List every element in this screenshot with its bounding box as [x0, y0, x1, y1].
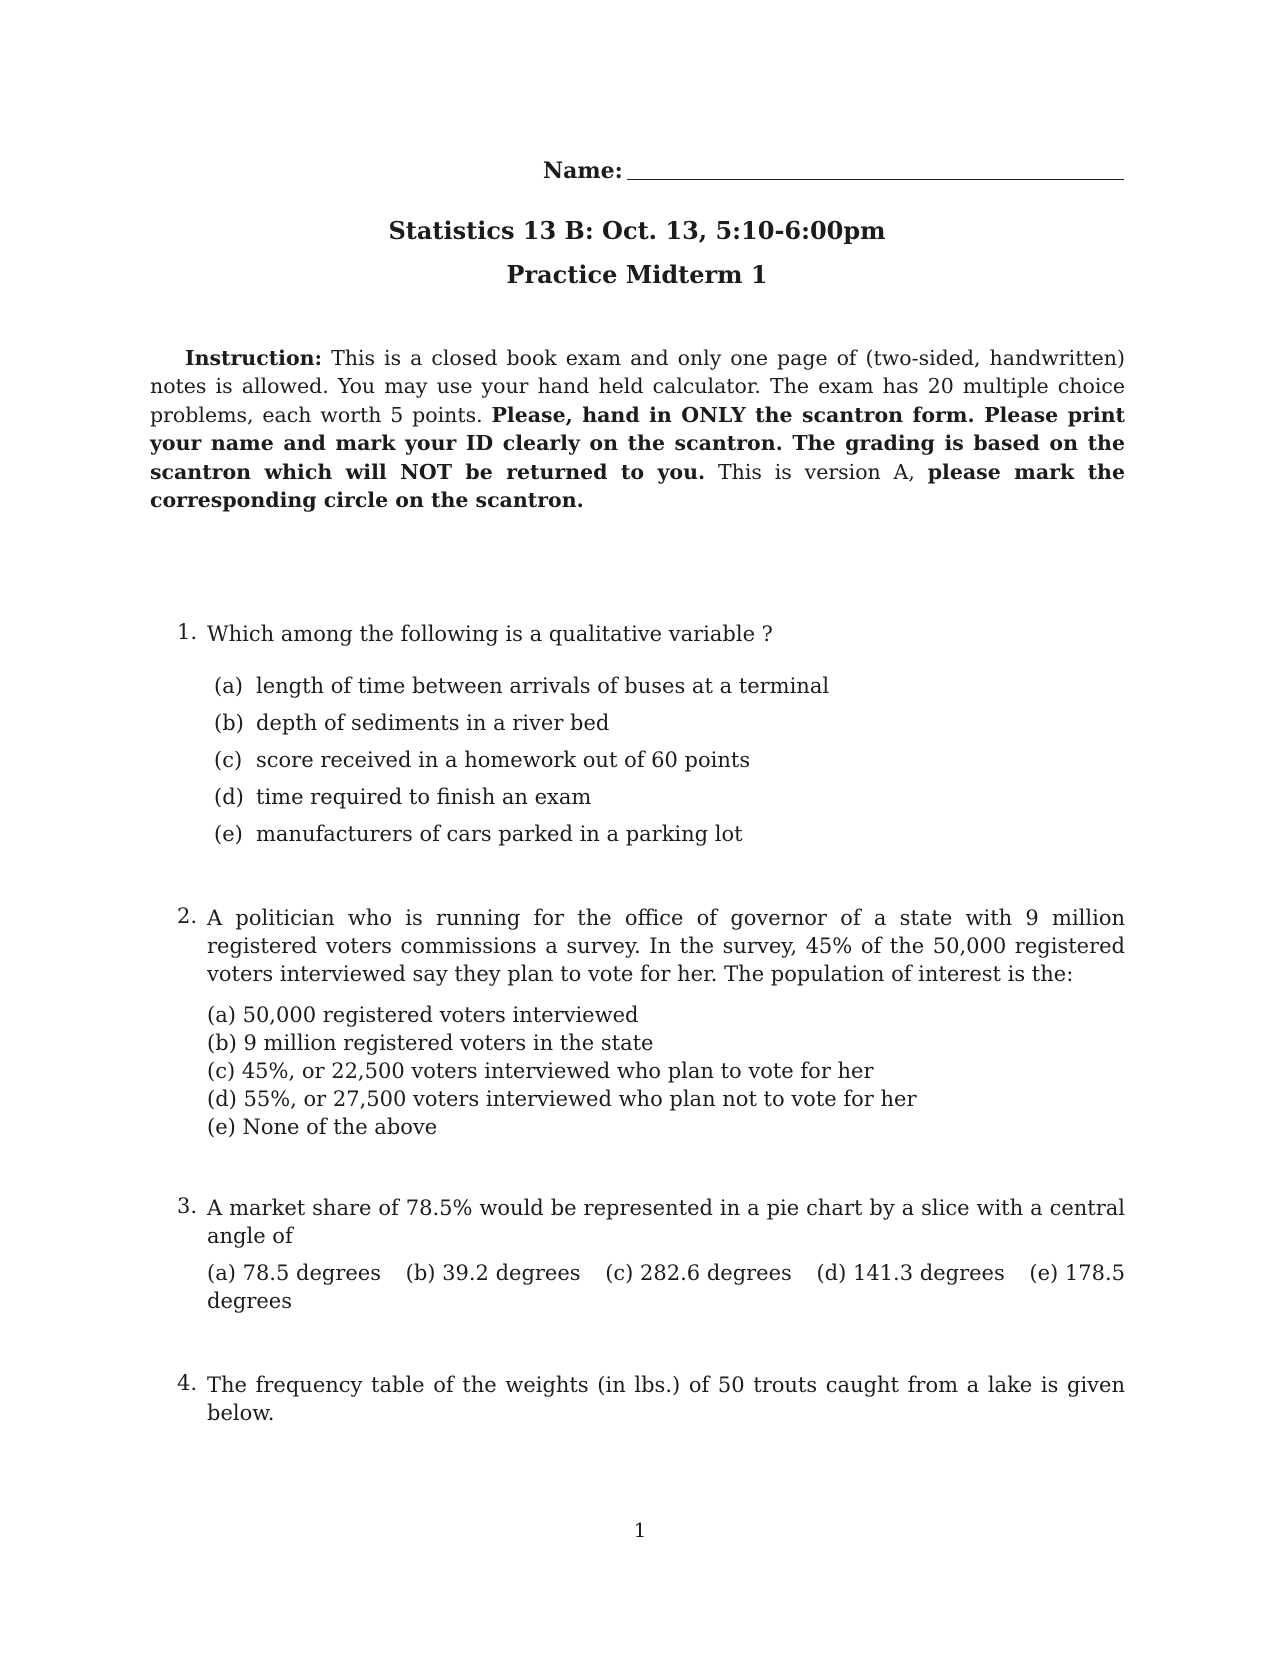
option-label: (a)	[214, 674, 243, 698]
question-2-number: 2.	[176, 904, 197, 928]
question-2-option-b: (b) 9 million registered voters in the state	[207, 1031, 654, 1055]
question-3-option-e-wrap: degrees	[207, 1289, 292, 1313]
question-3-text: A market share of 78.5% would be represented in a pie chart by a slice with a central angle of	[207, 1196, 1125, 1248]
option-label: (c)	[214, 748, 243, 772]
page-number: 1	[633, 1518, 647, 1542]
name-line	[627, 179, 1124, 180]
question-2-text: A politician who is running for the office of governor of a state with 9 million registered voters commissions a survey. In the survey, 45% of the 50,000 registered voters interviewed say they plan to vote for her. The population of interest is the:	[207, 906, 1125, 986]
question-1-option-b	[214, 709, 609, 737]
instructions-text-1: This is a closed book exam and only one page of (two-sided, handwritten) notes is allowed. You may use your hand held calculator. The exam has 20 multiple choice problems, each worth 5 points.	[150, 346, 1125, 427]
option-label: (b)	[214, 711, 244, 735]
question-1-option-e	[214, 820, 743, 848]
option-label: (d)	[214, 785, 244, 809]
question-1-text: Which among the following is a qualitative variable ?	[207, 622, 773, 646]
option-text: depth of sediments in a river bed	[256, 711, 610, 735]
question-1-option-d	[214, 783, 591, 811]
question-3-number: 3.	[176, 1194, 197, 1218]
instructions	[150, 344, 1125, 514]
instructions-bold-1: Please, hand in ONLY the scantron form. Please print your name and mark your ID clearly on the scantron. The grading is based on the scantron which will NOT be returned to you.	[150, 402, 1125, 484]
question-3-option-c: (c) 282.6 degrees	[605, 1261, 792, 1285]
question-3-option-a: (a) 78.5 degrees	[207, 1261, 381, 1285]
name-label: Name:	[543, 158, 623, 184]
instructions-label: Instruction:	[185, 346, 323, 370]
question-3-option-b: (b) 39.2 degrees	[405, 1261, 581, 1285]
option-label: (e)	[214, 822, 243, 846]
question-4-number: 4.	[176, 1371, 197, 1395]
question-2-option-e: (e) None of the above	[207, 1115, 438, 1139]
instructions-text-2: This is version A,	[705, 459, 928, 484]
option-text: score received in a homework out of 60 points	[256, 748, 751, 772]
course-title: Statistics 13 B: Oct. 13, 5:10-6:00pm	[388, 216, 886, 245]
question-1-number: 1.	[176, 620, 197, 644]
question-2-option-d: (d) 55%, or 27,500 voters interviewed who plan not to vote for her	[207, 1087, 917, 1111]
question-3-options	[207, 1259, 1125, 1287]
option-text: time required to finish an exam	[256, 785, 592, 809]
option-text: manufacturers of cars parked in a parking lot	[256, 822, 743, 846]
question-3-option-e: (e) 178.5	[1029, 1261, 1125, 1285]
question-1-option-a	[214, 672, 829, 700]
instructions-bold-2: please mark the corresponding circle on the scantron.	[150, 459, 1125, 513]
question-2-option-c: (c) 45%, or 22,500 voters interviewed who plan to vote for her	[207, 1059, 874, 1083]
question-3-option-d: (d) 141.3 degrees	[816, 1261, 1005, 1285]
question-1-option-c	[214, 746, 750, 774]
exam-title: Practice Midterm 1	[506, 260, 768, 289]
option-text: length of time between arrivals of buses at a terminal	[256, 674, 830, 698]
question-2-option-a: (a) 50,000 registered voters interviewed	[207, 1003, 639, 1027]
question-4-text: The frequency table of the weights (in lbs.) of 50 trouts caught from a lake is given below.	[207, 1373, 1125, 1425]
